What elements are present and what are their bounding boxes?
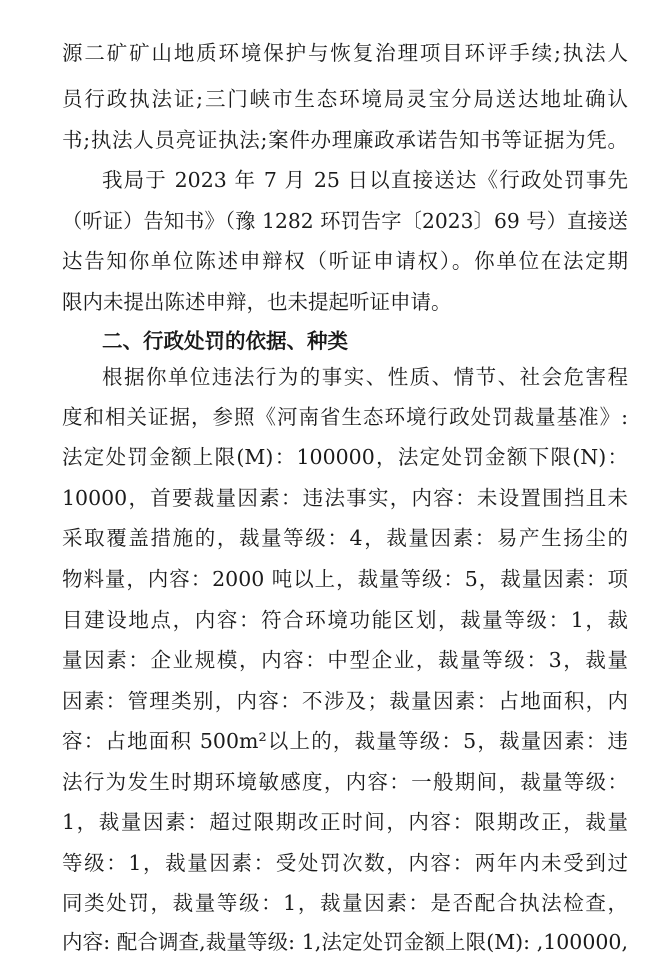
body-text-line: 我局于 2023 年 7 月 25 日以直接送达《行政处罚事先 bbox=[102, 168, 628, 192]
body-text-line: 1，裁量因素：超过限期改正时间，内容：限期改正，裁量 bbox=[62, 810, 628, 834]
body-text-line: 因素：管理类别，内容：不涉及；裁量因素：占地面积，内 bbox=[62, 689, 628, 713]
body-text-line: 源二矿矿山地质环境保护与恢复治理项目环评手续;执法人 bbox=[62, 41, 628, 65]
body-text-line: （听证）告知书》（豫 1282 环罚告字〔2023〕69 号）直接送 bbox=[62, 209, 628, 233]
body-text-line: 内容: 配合调查,裁量等级: 1,法定处罚金额上限(M): ,100000, bbox=[62, 930, 628, 954]
body-text-line: 度和相关证据，参照《河南省生态环境行政处罚裁量基准》: bbox=[62, 405, 628, 429]
body-text-line: 达告知你单位陈述申辩权（听证申请权）。你单位在法定期 bbox=[62, 249, 628, 273]
section-heading: 二、行政处罚的依据、种类 bbox=[102, 329, 348, 353]
body-text-line: 同类处罚，裁量等级：1，裁量因素：是否配合执法检查， bbox=[62, 891, 628, 915]
body-text-line: 法定处罚金额上限(M)：100000，法定处罚金额下限(N)： bbox=[62, 445, 628, 469]
body-text-line: 物料量，内容：2000 吨以上，裁量等级：5，裁量因素：项 bbox=[62, 567, 628, 591]
body-text-line: 书;执法人员亮证执法;案件办理廉政承诺告知书等证据为凭。 bbox=[62, 128, 628, 152]
body-text-line: 法行为发生时期环境敏感度，内容：一般期间，裁量等级： bbox=[62, 770, 628, 794]
body-text-line: 根据你单位违法行为的事实、性质、情节、社会危害程 bbox=[102, 365, 628, 389]
body-text-line: 限内未提出陈述申辩，也未提起听证申请。 bbox=[62, 290, 452, 314]
body-text-line: 容：占地面积 500m²以上的，裁量等级：5，裁量因素：违 bbox=[62, 729, 628, 753]
body-text-line: 等级：1，裁量因素：受处罚次数，内容：两年内未受到过 bbox=[62, 851, 628, 875]
body-text-line: 10000，首要裁量因素：违法事实，内容：未设置围挡且未 bbox=[62, 486, 628, 510]
body-text-line: 量因素：企业规模，内容：中型企业，裁量等级：3，裁量 bbox=[62, 648, 628, 672]
body-text-line: 员行政执法证;三门峡市生态环境局灵宝分局送达地址确认 bbox=[62, 87, 628, 111]
body-text-line: 目建设地点，内容：符合环境功能区划，裁量等级：1，裁 bbox=[62, 608, 628, 632]
body-text-line: 采取覆盖措施的，裁量等级：4，裁量因素：易产生扬尘的 bbox=[62, 526, 628, 550]
